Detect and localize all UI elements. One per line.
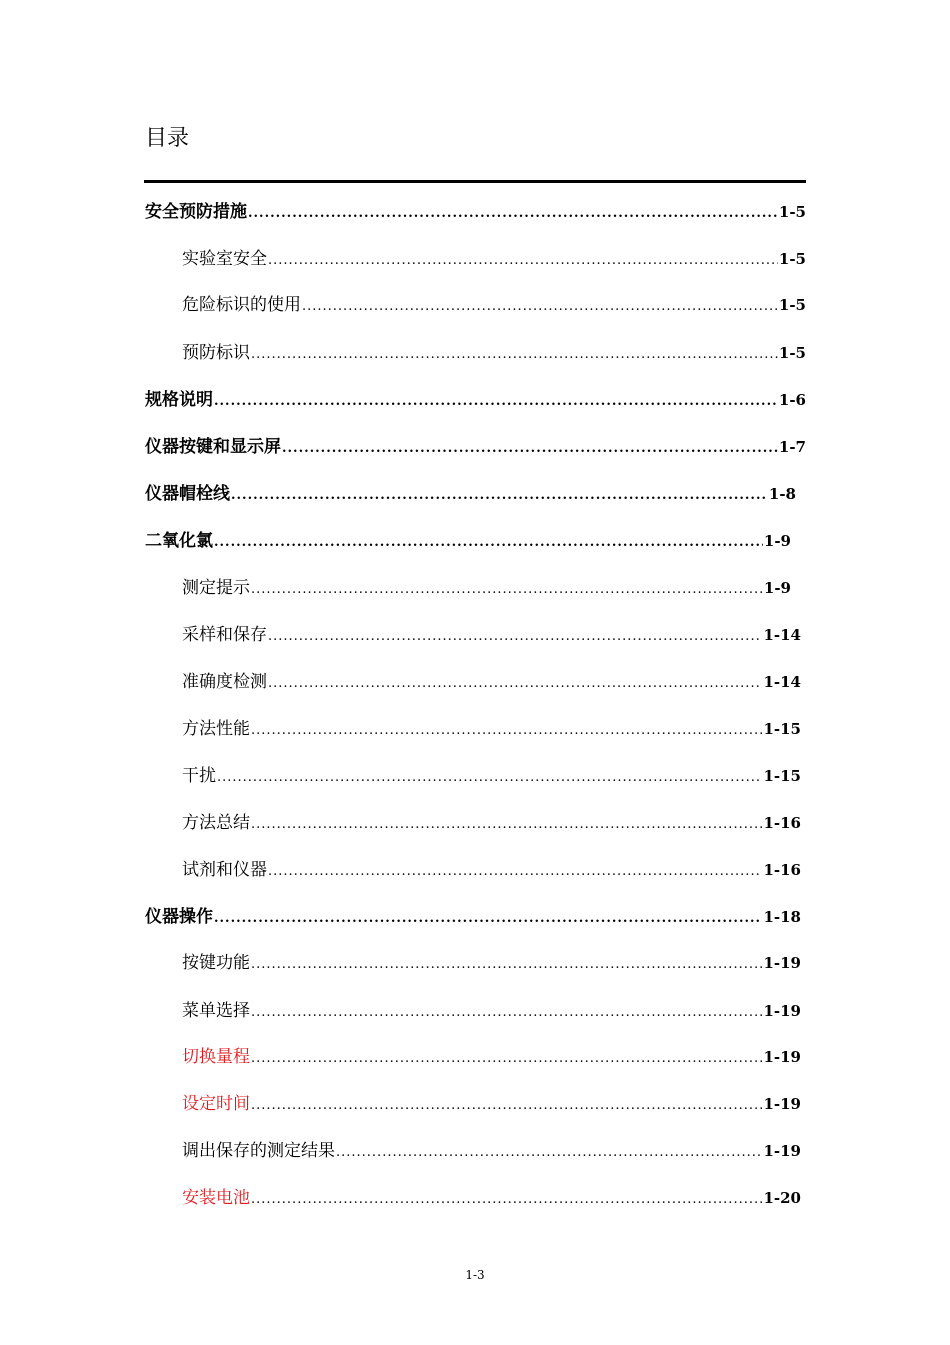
toc-dot-leader <box>251 1000 762 1024</box>
toc-page-number: 1-19 <box>763 1095 801 1113</box>
toc-entry-label: 按键功能 <box>182 953 250 973</box>
toc-entry-label: 试剂和仪器 <box>182 860 267 880</box>
toc-page-number: 1-5 <box>778 250 806 268</box>
toc-dot-leader <box>248 201 778 225</box>
toc-dot-leader <box>251 812 762 836</box>
toc-entry[interactable] <box>182 763 801 789</box>
toc-entry-label: 设定时间 <box>182 1094 250 1114</box>
toc-entry-label: 方法总结 <box>182 813 250 833</box>
toc-dot-leader <box>302 294 778 318</box>
toc-entry-label: 采样和保存 <box>182 625 267 645</box>
toc-dot-leader <box>251 577 763 601</box>
toc-entry-label: 安装电池 <box>182 1188 250 1208</box>
toc-page-number: 1-16 <box>763 861 801 879</box>
toc-entry-label: 实验室安全 <box>182 249 267 269</box>
toc-entry[interactable] <box>182 998 801 1024</box>
page-number: 1-3 <box>465 1268 485 1282</box>
toc-page-number: 1-19 <box>763 1002 801 1020</box>
toc-dot-leader <box>251 342 778 366</box>
toc-entry-label: 仪器操作 <box>145 907 213 927</box>
toc-dot-leader <box>282 436 778 460</box>
toc-dot-leader <box>251 1046 762 1070</box>
toc-page-number: 1-14 <box>763 673 801 691</box>
page-title: 目录 <box>145 126 190 151</box>
toc-entry[interactable] <box>182 292 806 318</box>
toc-dot-leader <box>251 718 762 742</box>
toc-page-number: 1-6 <box>778 391 806 409</box>
toc-entry[interactable] <box>145 434 806 460</box>
toc-entry-label: 仪器帽栓线 <box>145 484 230 504</box>
toc-dot-leader <box>214 906 762 930</box>
toc-dot-leader <box>251 1093 762 1117</box>
toc-entry[interactable] <box>182 575 791 601</box>
toc-dot-leader <box>268 671 762 695</box>
toc-dot-leader <box>214 530 763 554</box>
toc-page-number: 1-19 <box>763 1048 801 1066</box>
toc-entry[interactable] <box>182 1044 801 1070</box>
toc-entry[interactable] <box>182 1091 801 1117</box>
toc-entry[interactable] <box>182 246 806 272</box>
toc-entry[interactable] <box>145 199 806 225</box>
toc-entry-label: 危险标识的使用 <box>182 295 301 315</box>
toc-dot-leader <box>268 248 778 272</box>
toc-entry[interactable] <box>182 1138 801 1164</box>
toc-dot-leader <box>231 483 768 507</box>
toc-page-number: 1-5 <box>778 344 806 362</box>
toc-page-number: 1-15 <box>763 767 801 785</box>
toc-entry-label: 调出保存的测定结果 <box>182 1141 335 1161</box>
toc-entry-label: 仪器按键和显示屏 <box>145 437 281 457</box>
toc-entry[interactable] <box>182 622 801 648</box>
toc-page-number: 1-9 <box>763 579 791 597</box>
toc-entry[interactable] <box>145 387 806 413</box>
toc-entry-label: 菜单选择 <box>182 1001 250 1021</box>
toc-page-number: 1-20 <box>763 1189 801 1207</box>
toc-page-number: 1-7 <box>778 438 806 456</box>
toc-dot-leader <box>251 1187 762 1211</box>
toc-page-number: 1-16 <box>763 814 801 832</box>
toc-dot-leader <box>268 859 762 883</box>
toc-entry-label: 二氧化氯 <box>145 531 213 551</box>
toc-entry-label: 方法性能 <box>182 719 250 739</box>
toc-entry-label: 测定提示 <box>182 578 250 598</box>
toc-entry[interactable] <box>182 340 806 366</box>
toc-entry-label: 预防标识 <box>182 343 250 363</box>
toc-entry-label: 安全预防措施 <box>145 202 247 222</box>
toc-dot-leader <box>336 1140 762 1164</box>
toc-page-number: 1-14 <box>763 626 801 644</box>
toc-entry-label: 切换量程 <box>182 1047 250 1067</box>
toc-page-number: 1-8 <box>768 485 796 503</box>
toc-entry[interactable] <box>182 857 801 883</box>
toc-entry[interactable] <box>182 716 801 742</box>
toc-entry[interactable] <box>182 950 801 976</box>
toc-dot-leader <box>268 624 762 648</box>
toc-dot-leader <box>214 389 778 413</box>
toc-page-number: 1-19 <box>763 954 801 972</box>
toc-entry-label: 准确度检测 <box>182 672 267 692</box>
toc-entry[interactable] <box>145 481 796 507</box>
toc-entry-label: 规格说明 <box>145 390 213 410</box>
toc-dot-leader <box>251 952 762 976</box>
toc-entry-label: 干扰 <box>182 766 216 786</box>
toc-page-number: 1-9 <box>763 532 791 550</box>
toc-entry[interactable] <box>145 528 791 554</box>
toc-entry[interactable] <box>182 1185 801 1211</box>
toc-dot-leader <box>217 765 762 789</box>
toc-page-number: 1-5 <box>778 296 806 314</box>
toc-entry[interactable] <box>182 669 801 695</box>
toc-page-number: 1-19 <box>763 1142 801 1160</box>
toc-page-number: 1-15 <box>763 720 801 738</box>
toc-entry[interactable] <box>182 810 801 836</box>
toc-entry[interactable] <box>145 904 801 930</box>
toc-page-number: 1-5 <box>778 203 806 221</box>
toc-page-number: 1-18 <box>763 908 801 926</box>
